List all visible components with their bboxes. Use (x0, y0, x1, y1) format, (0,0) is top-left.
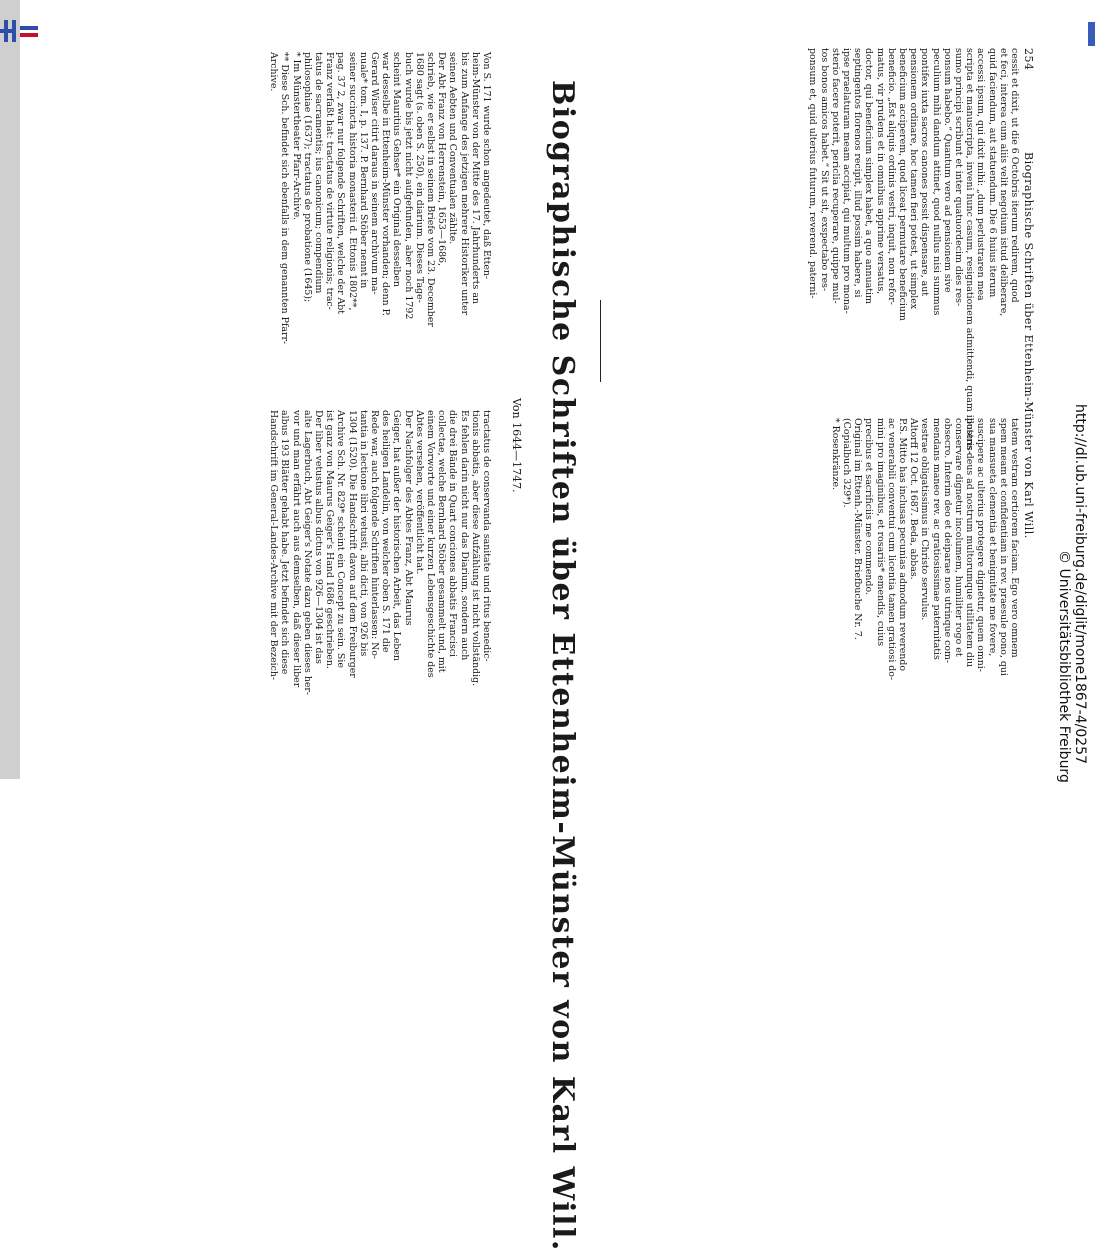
bottom-right-line: alte Lagerbuch, Abt Geiger's Notate dazu geben dieses her- (301, 410, 313, 696)
bottom-right-line: collectae, welche Bernhard Stöber gesammelt und, mit (436, 410, 448, 673)
top-right-line: vestrae obligatissimus in Christo servulus. (919, 418, 931, 621)
bottom-left-line: schrieb, wie er selbst in seinem Briefe vom 23. December (424, 52, 436, 327)
top-left-line: ponsum habebo.“ Quantum vero ad pensionem sive (941, 48, 953, 293)
subtitle: Von 1644—1747. (510, 398, 523, 493)
bottom-right-column (268, 410, 492, 695)
bottom-left-line: Von S. 171 wurde schon angedeutet, daß Etten- (481, 52, 492, 280)
top-left-line: doctor, qui beneficium simplex habet, a quo annuatim (863, 48, 875, 304)
bottom-right-line: Der liber vetustus albus dictus von 926—1304 ist das (312, 410, 324, 664)
bottom-left-line: nuale* tom. I, p. 137. P. Bernhard Stöber nennt in (357, 52, 369, 289)
bottom-right-line: des heiligen Landelin, von welcher oben S. 171 die (380, 410, 392, 653)
bottom-left-line: war desselbe in Ettenheim-Münster vorhanden; denn P. (380, 52, 392, 317)
bottom-left-line: pag. 37 2, zwar nur folgende Schriften, welche der Abt (335, 52, 347, 315)
top-left-line: cessit et dixit, ut die 6 Octobris iterum redirem, quod (1009, 48, 1020, 303)
top-right-line: conservare dignetur incolumem, humiliter rogo et (952, 418, 964, 657)
top-right-line: Altorff 12 Oct. 1687. Beda, abbas. (908, 418, 920, 580)
top-right-line: Original im Ettenh.-Münster. Briefbuche Nr. 7. (852, 418, 864, 640)
bottom-left-line: heim-Münster von der Mitte des 17. Jahrhunderts an (469, 52, 481, 304)
top-right-line: P.S. Mitto has inclusas pecunias admodum reverendo (896, 418, 908, 671)
top-right-line: precibus et sacrificiis me commendo. (863, 418, 875, 595)
bottom-right-line: tantia in lectione libri vetusti, albi dicti, von 926 bis (357, 410, 369, 657)
top-left-line: tos bonos amicos habet.“ Sit ut sit, exspectabo res- (818, 48, 830, 292)
main-title: Biographische Schriften über Ettenheim-Münster von Karl Will. (545, 80, 580, 1252)
page-number: 254 (1022, 48, 1035, 71)
bottom-left-line: philosophiae (1637); tractatus de probatione (1645); (301, 52, 313, 303)
top-left-line: ipse praelaturam meam accipiat, qui multum pro mona- (840, 48, 852, 314)
top-right-line: spem meam et confidentiam in rev. praesule pono, qui (997, 418, 1009, 676)
top-right-line: potens deus ad nostrum multorumque utilitatem diu (964, 418, 976, 668)
bottom-left-line: ** Diese Sch. befindet sich ebenfalls in dem genannten Pfarr- (279, 52, 291, 345)
bottom-right-line: 1304 (1520). Die Handschrift davon auf dem Freiburger (346, 410, 358, 678)
bottom-right-line: vor und man erfährt auch aus demselben, daß dieser liber (290, 410, 302, 688)
bottom-left-line: seinen Aebten und Conventualen zählte. (447, 52, 459, 245)
source-url-link[interactable]: http://dl.ub.uni-freiburg.de/diglit/mone1867-4/0257 (1072, 404, 1088, 764)
bottom-left-line: buch wurde bis jetzt nicht aufgefunden, aber noch 1792 (402, 52, 414, 320)
bottom-right-line: albus 193 Blätter gehabt habe. Jetzt befindet sich diese (279, 410, 291, 675)
top-left-line: pontifex iuxta sacros canones possit dispensare, aut (919, 48, 931, 297)
top-left-line: accessi ipsum, qui dixit mihi: „dum perlustraren mea (975, 48, 987, 301)
bottom-right-line: Archive Sch. Nr. 829* scheint ein Concept zu sein. Sie (335, 410, 347, 668)
top-left-line: ponsum et, quid ulterius futurum, reverend. paterni- (807, 48, 819, 299)
bottom-left-line: Franz verfaßt hat: tractatus de virtute religionis; trac- (324, 52, 336, 310)
bottom-right-line: die drei Bände in Quart conciones abbatis Francisci (447, 410, 459, 658)
top-right-line: mini pro imaginibus, et rosariis* emendis, cuius (874, 418, 886, 647)
running-head: Biographische Schriften über Ettenheim-Münster von Karl Will. (1022, 152, 1035, 539)
corner-marker (1088, 22, 1095, 46)
bottom-right-line: tractatus de conservanda sanitate und ritus benedic- (481, 410, 492, 662)
top-right-line: sua mansueta clementia et benignitate me fovere, (986, 418, 998, 657)
university-logo-icon (0, 18, 42, 58)
bottom-right-line: ist ganz von Maurus Geiger's Hand 1686 geschrieben. (324, 410, 336, 669)
bottom-left-column (268, 52, 492, 344)
top-left-line: beneficio. „Est aliquis ordinis vestri, inquit, non refor- (885, 48, 897, 305)
bottom-left-line: Gerard Wiser citirt daraus in seinem archivum ma- (368, 52, 380, 295)
top-right-line: ac venerabili conventui cum licentia tamen gratiosi do- (885, 418, 897, 681)
top-left-line: sterio facere poterit, periclia recuperare, quippe mul- (829, 48, 841, 304)
top-left-line: scripta et manuscripta, inveni hunc casum, resignationem admittendi, quam illustris- (964, 48, 976, 454)
bottom-left-line: 1680 sagt (s. oben S. 250), ein diarium. Dieses Tage- (413, 52, 425, 303)
left-margin-strip (0, 0, 20, 779)
bottom-left-line: scheint Mauritius Gehser* ein Original desselben (391, 52, 403, 287)
top-right-line: suscipere ac ulterius protegere dignetur, quem omni- (975, 418, 987, 672)
bottom-right-line: Geiger, hat außer der historischen Arbeit, das Leben (391, 410, 403, 661)
bottom-left-line: Archive. (268, 52, 280, 92)
bottom-right-line: Der Nachfolger des Abtes Franz, Abt Maurus (402, 410, 414, 626)
copyright-notice: © Universitätsbibliothek Freiburg (1056, 550, 1072, 783)
top-left-line: sumo principi scribunt et inter quatuordecim dies res- (952, 48, 964, 307)
top-right-line: mendans maneo rev. ac gratiosissimae paternitatis (930, 418, 942, 660)
top-left-line: septingentos florenos recipit, illud possim habere, si (852, 48, 864, 298)
bottom-right-line: Rede war, auch folgende Schriften hinterlassen: No- (368, 410, 380, 660)
top-right-line: obsecro. Interim deo et deiparae nos utrinque com- (941, 418, 953, 664)
top-left-line: peculium mihi dandum attinet, quod nullus nisi summus (930, 48, 942, 316)
bottom-left-line: * Im Münstertheater Pfarr-Archive. (290, 52, 302, 221)
bottom-right-line: Abtes versehen, veröffentlicht hat. (413, 410, 425, 575)
top-right-line: * Rosenkränze. (829, 418, 841, 491)
bottom-right-line: Handschrift im General-Landes-Archive mit der Bezeich- (268, 410, 280, 681)
top-left-line: et feci, interea cum aliis velit negotium istud deliberare, (997, 48, 1009, 317)
top-right-line: (Copialbuch 329*). (840, 418, 852, 508)
top-left-line: matus, vir prudens et in omnibus apprime versatus, (874, 48, 886, 295)
section-divider (600, 300, 601, 382)
bottom-left-line: bis zum Anfange des jetzigen mehrere Historiker unter (458, 52, 470, 316)
top-left-line: beneficium acciperem, quod liceat permutare beneficium (896, 48, 908, 321)
bottom-right-line: tionis abbatis, aber diese Aufzählung ist nicht vollständig. (469, 410, 481, 687)
top-left-line: quid faciendum, aut statuendum. Die 6 huius iterum (986, 48, 998, 298)
bottom-left-line: Der Abt Franz von Herrenstein, 1653—1686, (436, 52, 448, 267)
top-left-line: pensionem ordinare, hoc tamen fieri potest, ut simplex (908, 48, 920, 310)
top-left-column (807, 48, 1020, 454)
top-right-column (830, 418, 1020, 680)
bottom-right-line: einem Vorworte und einer kurzen Lebensgeschichte des (424, 410, 436, 678)
bottom-right-line: Es fehlen darin nicht nur das Diarium, sondern auch (458, 410, 470, 661)
top-right-line: tatem vestram certiorem faciam. Ego vero omnem (1009, 418, 1020, 658)
bottom-left-line: seiner succincta historia monasterii d. Ettonis 1802**, (346, 52, 358, 311)
bottom-left-line: tatus de sacramentis; ius canonicum; compendium (312, 52, 324, 294)
